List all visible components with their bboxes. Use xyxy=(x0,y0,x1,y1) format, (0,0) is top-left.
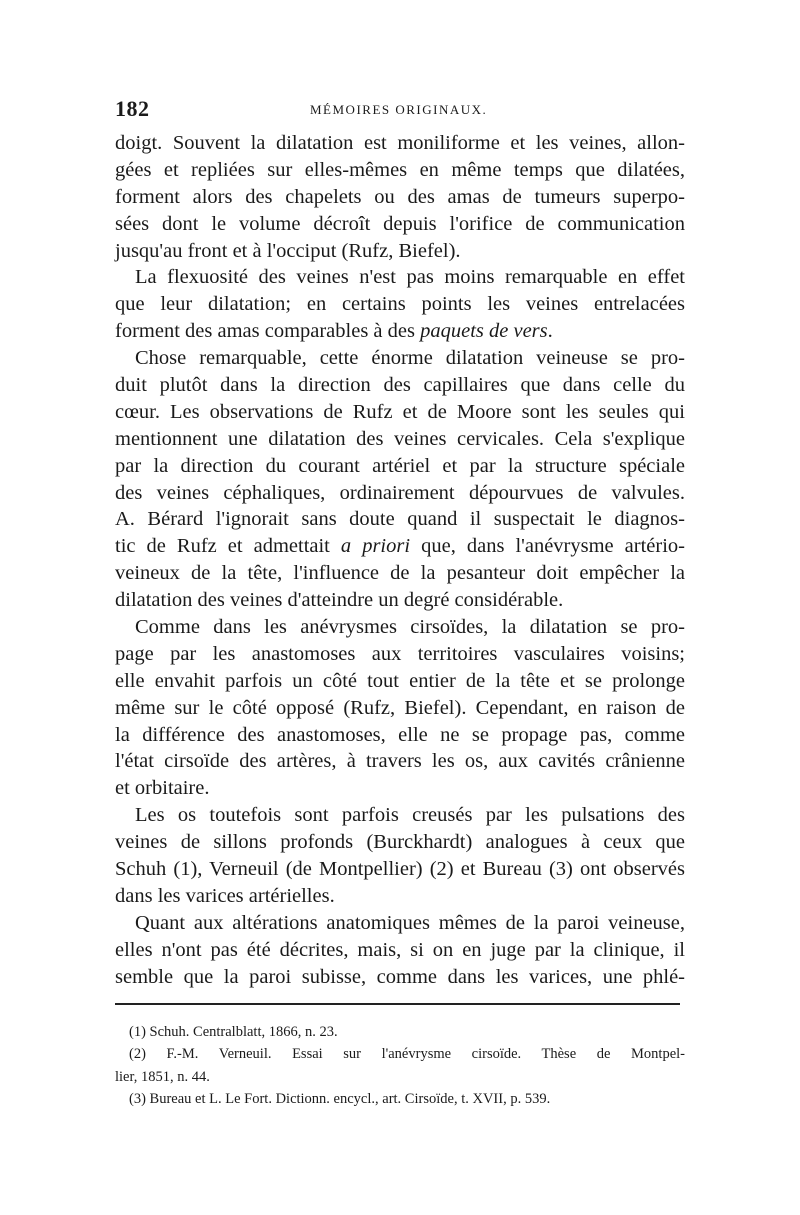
text-line: dilatation des veines d'atteindre un degré considérable. xyxy=(115,589,564,612)
text-segment: tic de Rufz et admettait xyxy=(115,535,341,558)
text-line: duit plutôt dans la direction des capillaires que dans celle du xyxy=(115,374,685,397)
text-line: jusqu'au front et à l'occiput (Rufz, Biefel). xyxy=(115,239,461,262)
footnote-line: (1) Schuh. Centralblatt, 1866, n. 23. xyxy=(129,1023,338,1040)
text-line: La flexuosité des veines n'est pas moins remarquable en effet xyxy=(135,266,685,289)
footnote-line: (3) Bureau et L. Le Fort. Dictionn. encycl., art. Cirsoïde, t. XVII, p. 539. xyxy=(129,1091,551,1107)
text-line-with-emphasis xyxy=(115,533,685,560)
text-line: gées et repliées sur elles-mêmes en même temps que dilatées, xyxy=(115,158,685,181)
text-line: l'état cirsoïde des artères, à travers les os, aux cavités crânienne xyxy=(115,750,685,773)
text-line: doigt. Souvent la dilatation est moniliforme et les veines, allon- xyxy=(115,132,685,154)
text-line: Schuh (1), Verneuil (de Montpellier) (2) et Bureau (3) ont observés xyxy=(115,858,685,881)
text-line: dans les varices artérielles. xyxy=(115,884,335,907)
text-line-with-emphasis xyxy=(115,318,685,345)
text-line: et orbitaire. xyxy=(115,777,210,800)
text-line: semble que la paroi subisse, comme dans les varices, une phlé- xyxy=(115,965,685,988)
text-line: veineux de la tête, l'influence de la pesanteur doit empêcher la xyxy=(115,562,685,585)
text-line: A. Bérard l'ignorait sans doute quand il suspectait le diagnos- xyxy=(115,508,685,531)
text-line: Quant aux altérations anatomiques mêmes de la paroi veineuse, xyxy=(135,911,685,934)
text-line: forment alors des chapelets ou des amas de tumeurs superpo- xyxy=(115,185,685,208)
text-line: que leur dilatation; en certains points les veines entrelacées xyxy=(115,293,685,316)
page-header xyxy=(115,96,685,128)
emphasis-text: paquets de vers xyxy=(420,320,548,343)
text-line: Chose remarquable, cette énorme dilatation veineuse se pro- xyxy=(135,347,685,370)
text-line: Les os toutefois sont parfois creusés par les pulsations des xyxy=(135,804,685,827)
page-number: 182 xyxy=(115,96,150,121)
footnote-line: lier, 1851, n. 44. xyxy=(115,1068,210,1085)
text-line: page par les anastomoses aux territoires vasculaires voisins; xyxy=(115,642,685,665)
running-title: MÉMOIRES ORIGINAUX. xyxy=(310,102,488,117)
text-segment: que, dans l'anévrysme artério- xyxy=(410,535,685,558)
footnote-line: (2) F.-M. Verneuil. Essai sur l'anévrysme cirsoïde. Thèse de Montpel- xyxy=(129,1046,685,1062)
text-line: veines de sillons profonds (Burckhardt) analogues à ceux que xyxy=(115,831,685,854)
text-line: Comme dans les anévrysmes cirsoïdes, la dilatation se pro- xyxy=(135,616,685,639)
text-line: cœur. Les observations de Rufz et de Moore sont les seules qui xyxy=(115,400,685,423)
emphasis-text: a priori xyxy=(340,535,411,558)
text-segment: forment des amas comparables à des xyxy=(115,320,421,343)
text-line: la différence des anastomoses, elle ne se propage pas, comme xyxy=(115,723,685,746)
footnotes xyxy=(115,1021,685,1111)
text-line: par la direction du courant artériel et par la structure spéciale xyxy=(115,454,685,477)
body-text xyxy=(115,130,685,991)
text-line: des veines céphaliques, ordinairement dépourvues de valvules. xyxy=(115,481,685,504)
text-line: sées dont le volume décroît depuis l'orifice de communication xyxy=(115,212,685,235)
footnote-divider xyxy=(115,1003,680,1005)
text-segment: . xyxy=(547,320,553,343)
page xyxy=(115,96,685,1111)
text-line: elles n'ont pas été décrites, mais, si on en juge par la clinique, il xyxy=(115,938,685,961)
text-line: mentionnent une dilatation des veines cervicales. Cela s'explique xyxy=(115,427,685,450)
text-line: même sur le côté opposé (Rufz, Biefel). Cependant, en raison de xyxy=(115,696,685,719)
text-line: elle envahit parfois un côté tout entier de la tête et se prolonge xyxy=(115,669,685,692)
